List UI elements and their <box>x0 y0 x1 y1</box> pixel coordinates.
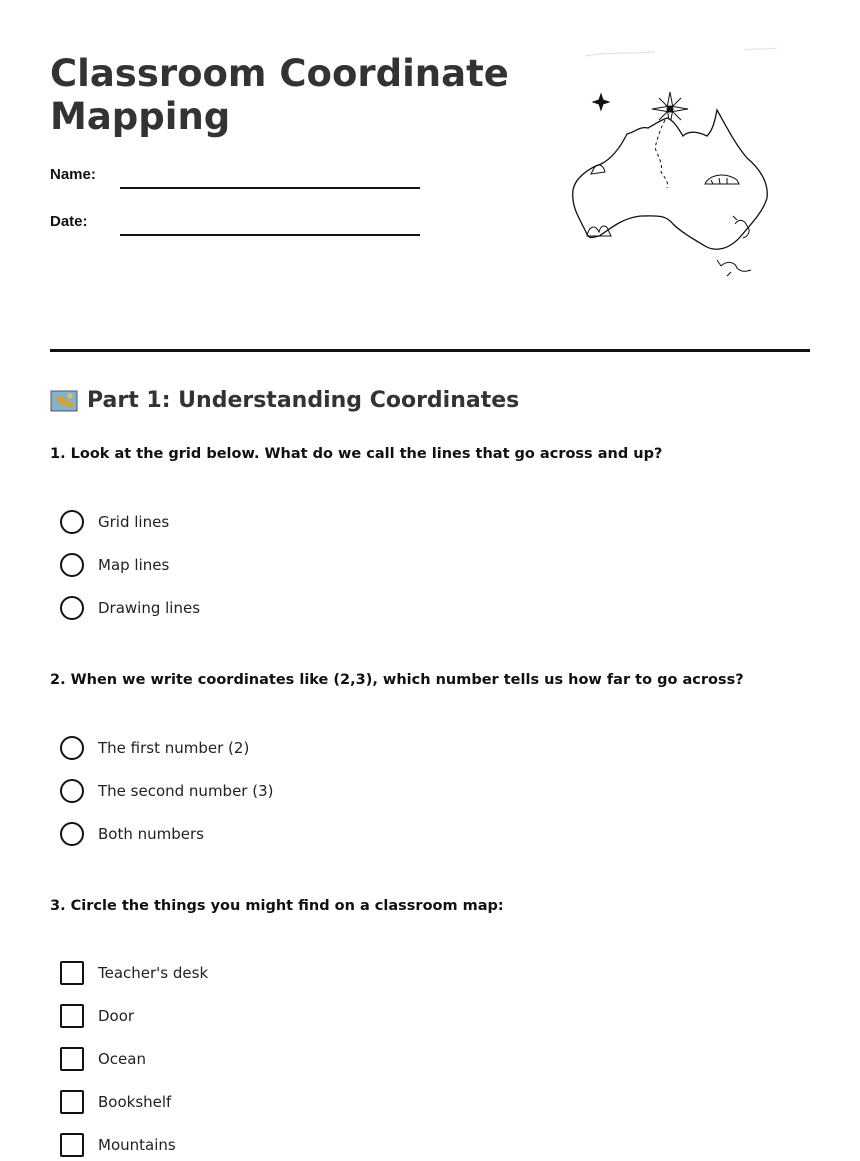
option-label: Bookshelf <box>98 1093 172 1111</box>
option-label: Map lines <box>98 556 170 574</box>
radio-button[interactable] <box>60 779 84 803</box>
q3-option-5[interactable] <box>60 1132 176 1158</box>
radio-button[interactable] <box>60 510 84 534</box>
australia-map-illustration <box>555 40 795 285</box>
date-label: Date: <box>50 213 88 230</box>
q3-option-4[interactable] <box>60 1089 171 1115</box>
page-title <box>50 52 520 138</box>
option-label: Ocean <box>98 1050 146 1068</box>
title-line-2: Mapping <box>50 95 231 138</box>
q1-option-1[interactable] <box>60 509 169 535</box>
radio-button[interactable] <box>60 596 84 620</box>
q2-option-2[interactable] <box>60 778 274 804</box>
radio-button[interactable] <box>60 553 84 577</box>
checkbox[interactable] <box>60 961 84 985</box>
name-field[interactable] <box>120 187 420 189</box>
radio-button[interactable] <box>60 736 84 760</box>
option-label: Grid lines <box>98 513 170 531</box>
q3-option-3[interactable] <box>60 1046 146 1072</box>
question-3: 3. Circle the things you might find on a classroom map: <box>50 898 504 914</box>
small-star-icon <box>593 94 609 110</box>
checkbox[interactable] <box>60 1090 84 1114</box>
part-1-title-text: Part 1: Understanding Coordinates <box>87 388 520 413</box>
question-1: 1. Look at the grid below. What do we call the lines that go across and up? <box>50 446 663 462</box>
map-icon <box>50 389 78 413</box>
option-label: Teacher's desk <box>98 964 209 982</box>
q3-option-2[interactable] <box>60 1003 134 1029</box>
q3-option-1[interactable] <box>60 960 208 986</box>
q1-option-2[interactable] <box>60 552 169 578</box>
australia-outline <box>573 110 768 249</box>
name-label: Name: <box>50 166 96 183</box>
option-label: Drawing lines <box>98 599 201 617</box>
option-label: The second number (3) <box>98 782 274 800</box>
q2-option-3[interactable] <box>60 821 204 847</box>
date-field[interactable] <box>120 234 420 236</box>
checkbox[interactable] <box>60 1047 84 1071</box>
q1-option-3[interactable] <box>60 595 200 621</box>
option-label: Both numbers <box>98 825 204 843</box>
title-line-1: Classroom Coordinate <box>50 52 509 95</box>
option-label: The first number (2) <box>98 739 250 757</box>
question-2: 2. When we write coordinates like (2,3), which number tells us how far to go across? <box>50 672 744 688</box>
checkbox[interactable] <box>60 1004 84 1028</box>
part-1-title <box>50 388 519 413</box>
option-label: Door <box>98 1007 135 1025</box>
section-divider <box>50 349 810 352</box>
checkbox[interactable] <box>60 1133 84 1157</box>
q2-option-1[interactable] <box>60 735 249 761</box>
faint-marks <box>585 48 777 56</box>
radio-button[interactable] <box>60 822 84 846</box>
option-label: Mountains <box>98 1136 176 1154</box>
